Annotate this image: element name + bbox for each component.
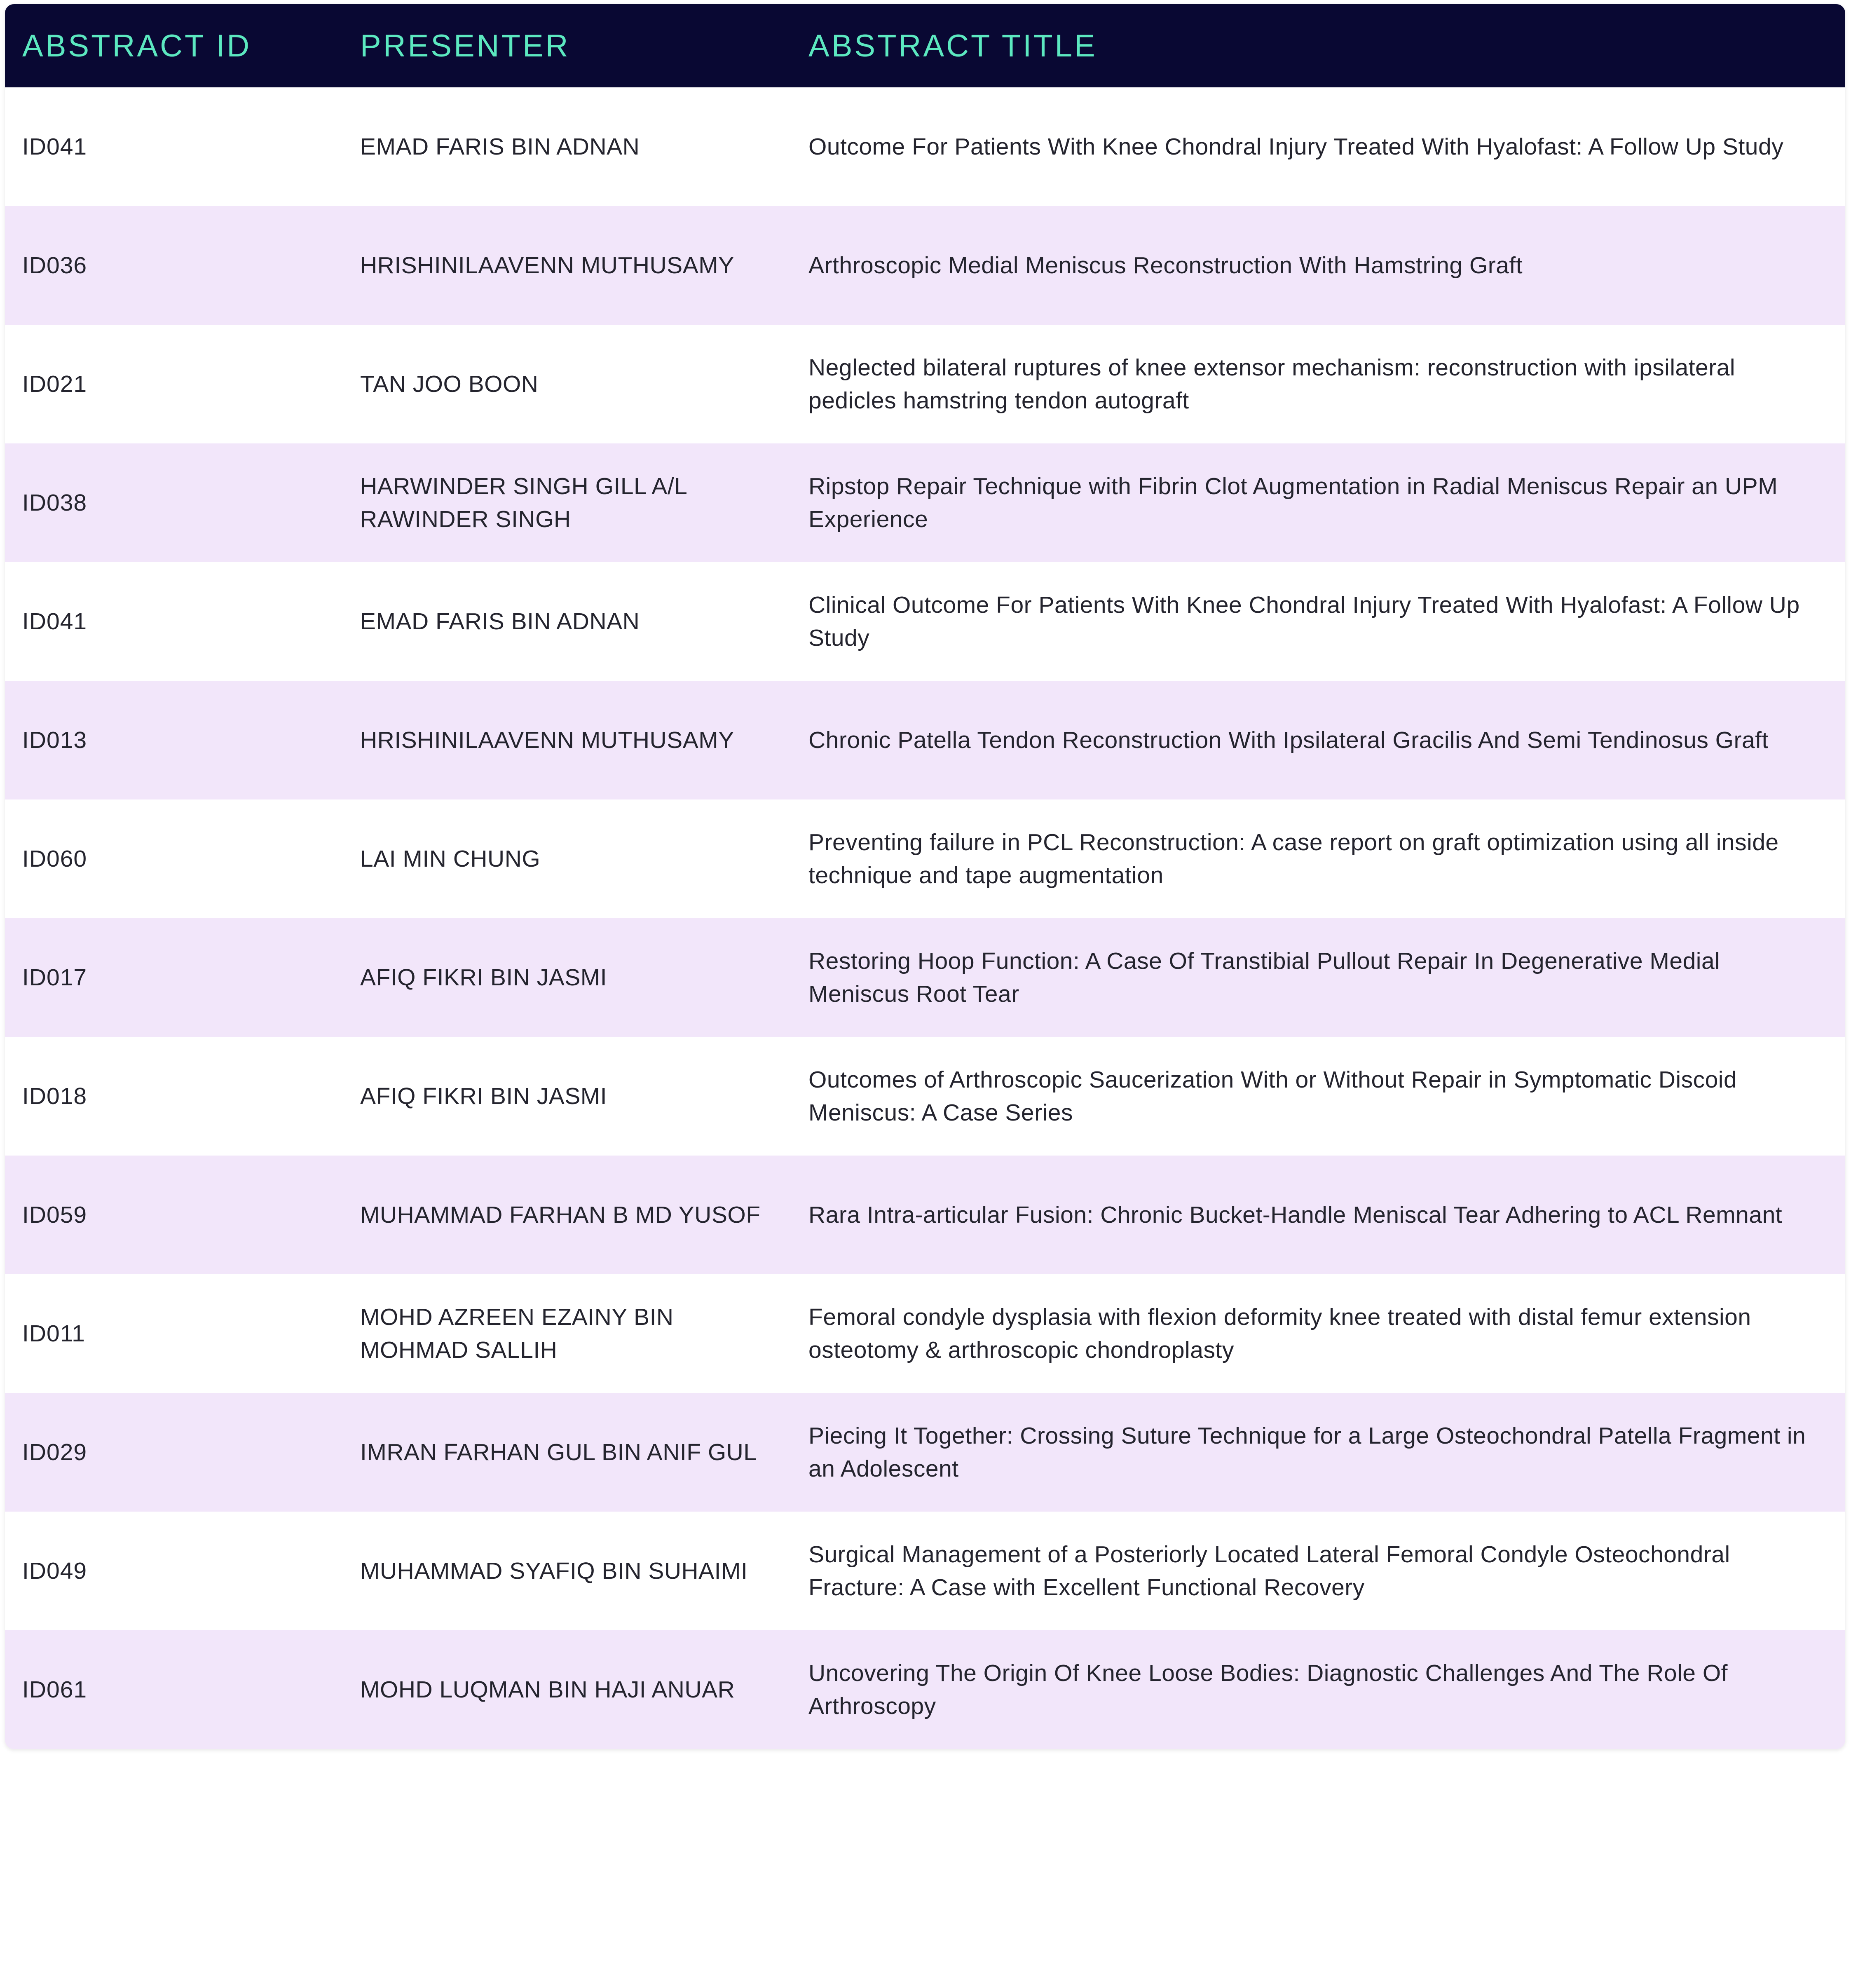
table-row <box>5 918 1845 1037</box>
table-row <box>5 562 1845 681</box>
cell-presenter: HARWINDER SINGH GILL A/L RAWINDER SINGH <box>360 473 687 532</box>
table-row <box>5 206 1845 325</box>
cell-presenter: TAN JOO BOON <box>360 371 539 397</box>
cell-abstract-title: Rara Intra-articular Fusion: Chronic Bucket-Handle Meniscal Tear Adhering to ACL Remnant <box>808 1202 1783 1228</box>
table-row <box>5 443 1845 562</box>
table-row <box>5 1393 1845 1512</box>
cell-abstract-title: Preventing failure in PCL Reconstruction: A case report on graft optimization using all inside technique and tape augmentation <box>808 829 1779 889</box>
cell-presenter: EMAD FARIS BIN ADNAN <box>360 134 640 160</box>
table-row <box>5 1512 1845 1630</box>
cell-abstract-title: Ripstop Repair Technique with Fibrin Clot Augmentation in Radial Meniscus Repair an UPM Experience <box>808 473 1778 532</box>
cell-abstract-id: ID038 <box>22 490 87 516</box>
cell-presenter: HRISHINILAAVENN MUTHUSAMY <box>360 727 734 753</box>
cell-abstract-title: Outcome For Patients With Knee Chondral Injury Treated With Hyalofast: A Follow Up Study <box>808 134 1784 160</box>
table-header-row <box>5 4 1845 87</box>
cell-abstract-title: Outcomes of Arthroscopic Saucerization With or Without Repair in Symptomatic Discoid Meniscus: A Case Series <box>808 1067 1737 1126</box>
table-row <box>5 1630 1845 1749</box>
cell-abstract-id: ID059 <box>22 1202 87 1228</box>
cell-abstract-id: ID049 <box>22 1558 87 1584</box>
table-row <box>5 87 1845 206</box>
table-row <box>5 799 1845 918</box>
cell-presenter: MOHD AZREEN EZAINY BIN MOHMAD SALLIH <box>360 1304 674 1363</box>
table-header <box>5 4 1845 87</box>
cell-presenter: EMAD FARIS BIN ADNAN <box>360 608 640 635</box>
table-row <box>5 681 1845 799</box>
cell-abstract-id: ID017 <box>22 964 87 991</box>
cell-abstract-id: ID018 <box>22 1083 87 1109</box>
cell-abstract-title: Surgical Management of a Posteriorly Located Lateral Femoral Condyle Osteochondral Fracture: A Case with Excellent Functional Recovery <box>808 1541 1730 1601</box>
table-row <box>5 1156 1845 1274</box>
cell-abstract-title: Uncovering The Origin Of Knee Loose Bodies: Diagnostic Challenges And The Role Of Arthroscopy <box>808 1660 1728 1719</box>
cell-abstract-id: ID060 <box>22 846 87 872</box>
cell-presenter: MUHAMMAD FARHAN B MD YUSOF <box>360 1202 761 1228</box>
header-abstract-title: ABSTRACT TITLE <box>808 28 1097 63</box>
cell-abstract-id: ID041 <box>22 134 87 160</box>
cell-presenter: AFIQ FIKRI BIN JASMI <box>360 964 607 991</box>
cell-presenter: MOHD LUQMAN BIN HAJI ANUAR <box>360 1676 735 1703</box>
table-body <box>5 87 1845 1749</box>
cell-abstract-title: Femoral condyle dysplasia with flexion deformity knee treated with distal femur extension osteotomy & arthroscopic chondroplasty <box>808 1304 1751 1363</box>
cell-abstract-id: ID061 <box>22 1676 87 1703</box>
cell-abstract-title: Piecing It Together: Crossing Suture Technique for a Large Osteochondral Patella Fragment in an Adolescent <box>808 1423 1806 1482</box>
table-row <box>5 325 1845 443</box>
cell-abstract-title: Clinical Outcome For Patients With Knee Chondral Injury Treated With Hyalofast: A Follow Up Study <box>808 592 1800 651</box>
abstracts-table <box>5 4 1845 1749</box>
cell-abstract-id: ID036 <box>22 252 87 279</box>
cell-abstract-title: Neglected bilateral ruptures of knee extensor mechanism: reconstruction with ipsilateral pedicles hamstring tendon autograft <box>808 354 1736 414</box>
cell-abstract-id: ID021 <box>22 371 87 397</box>
cell-abstract-id: ID029 <box>22 1439 87 1465</box>
cell-abstract-id: ID041 <box>22 608 87 635</box>
cell-abstract-title: Arthroscopic Medial Meniscus Reconstruction With Hamstring Graft <box>808 252 1523 279</box>
header-abstract-id: ABSTRACT ID <box>22 28 252 63</box>
cell-presenter: HRISHINILAAVENN MUTHUSAMY <box>360 252 734 279</box>
abstracts-table-container <box>5 4 1845 1749</box>
cell-presenter: IMRAN FARHAN GUL BIN ANIF GUL <box>360 1439 757 1465</box>
cell-abstract-title: Chronic Patella Tendon Reconstruction With Ipsilateral Gracilis And Semi Tendinosus Graft <box>808 727 1769 753</box>
cell-presenter: LAI MIN CHUNG <box>360 846 541 872</box>
cell-presenter: AFIQ FIKRI BIN JASMI <box>360 1083 607 1109</box>
cell-abstract-id: ID011 <box>22 1320 85 1347</box>
cell-presenter: MUHAMMAD SYAFIQ BIN SUHAIMI <box>360 1558 748 1584</box>
table-row <box>5 1274 1845 1393</box>
table-row <box>5 1037 1845 1156</box>
cell-abstract-id: ID013 <box>22 727 87 753</box>
cell-abstract-title: Restoring Hoop Function: A Case Of Transtibial Pullout Repair In Degenerative Medial Meniscus Root Tear <box>808 948 1720 1007</box>
header-presenter: PRESENTER <box>360 28 570 63</box>
